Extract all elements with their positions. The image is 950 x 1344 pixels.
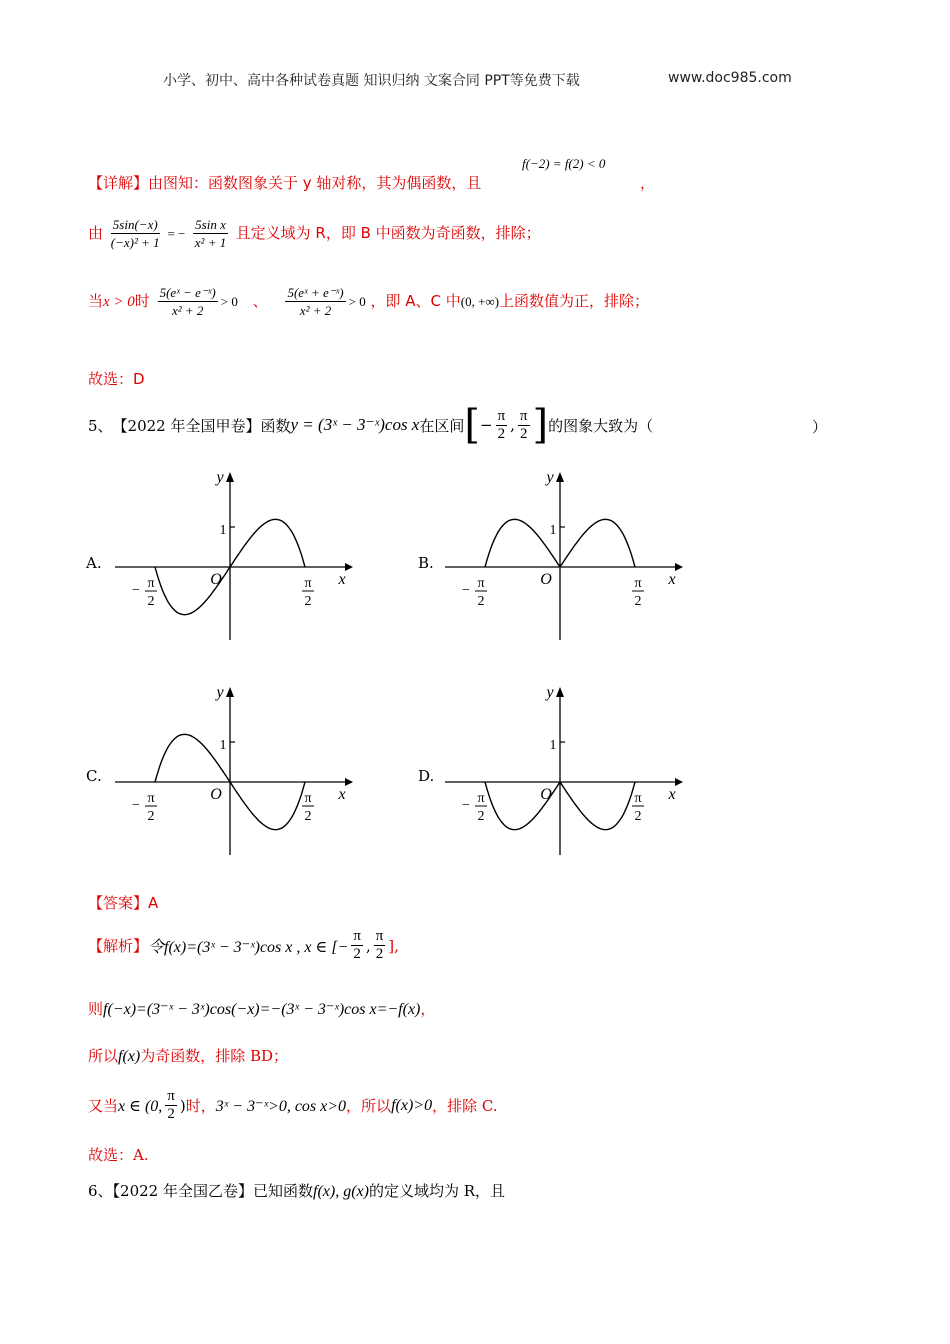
stem-post: 的定义域均为 R，且 xyxy=(368,1182,506,1200)
fraction-den: x² + 1 xyxy=(194,235,227,250)
option-b-graph[interactable] xyxy=(440,462,690,647)
question-number: 5、 xyxy=(88,416,113,435)
explain-line-2 xyxy=(88,216,541,251)
option-b-label[interactable]: B. xyxy=(418,554,434,572)
fraction-den: 2 xyxy=(519,425,528,442)
analysis-math-4b: 3ˣ − 3⁻ˣ>0, cos x>0 xyxy=(215,1097,347,1115)
equals-minus: = − xyxy=(167,226,186,241)
fraction-den: (−x)² + 1 xyxy=(110,235,160,250)
function-expression: f(x), g(x) xyxy=(313,1183,369,1200)
one-label: 1 xyxy=(549,523,557,538)
pi-label: π xyxy=(634,791,642,806)
y-axis-label: y xyxy=(546,469,554,486)
analysis-line-1 xyxy=(88,928,399,963)
explain-when: 时 xyxy=(134,292,150,310)
neg-sign: − xyxy=(132,583,140,598)
fraction-num: π xyxy=(375,928,384,944)
analysis-math-1: 令f(x)=(3ˣ − 3⁻ˣ)cos x , x ∈ [− xyxy=(148,939,349,956)
analysis-math-3: f(x) xyxy=(118,1048,141,1065)
neg-sign: − xyxy=(132,798,140,813)
answer-tag: 【答案】 xyxy=(88,894,149,912)
fraction-pi-2 xyxy=(165,1088,177,1123)
option-d-label[interactable]: D. xyxy=(418,767,435,785)
two-label: 2 xyxy=(304,594,312,609)
interval-pos: (0, +∞) xyxy=(460,294,500,309)
analysis-post-3: 为奇函数，排除 BD； xyxy=(140,1047,289,1065)
separator: 、 xyxy=(252,292,268,310)
explain-formula-1: f(−2) = f(2) < 0 xyxy=(522,156,606,171)
fraction-den: x² + 2 xyxy=(171,303,204,318)
pi-label: π xyxy=(477,791,485,806)
fraction-pi-2 xyxy=(374,928,386,963)
analysis-mid-4: ，所以 xyxy=(346,1097,392,1115)
question-6-stem xyxy=(88,1180,505,1201)
paren-close: ) xyxy=(179,1096,186,1115)
pi-label: π xyxy=(304,576,312,591)
origin-label: O xyxy=(540,786,552,803)
y-axis-label: y xyxy=(546,684,554,701)
two-label: 2 xyxy=(147,809,155,824)
page-header-left: 小学、初中、高中各种试卷真题 知识归纳 文案合同 PPT等免费下载 xyxy=(163,73,580,89)
x-axis-arrow xyxy=(675,563,683,571)
analysis-math-4c: f(x)>0 xyxy=(391,1096,433,1114)
y-axis-label: y xyxy=(216,684,224,701)
analysis-post-4: ，排除 C. xyxy=(432,1097,498,1115)
two-label: 2 xyxy=(634,809,642,824)
fraction-den: 2 xyxy=(497,425,506,442)
explain-choose: 故选：D xyxy=(88,370,145,388)
fraction-den: 2 xyxy=(353,946,361,962)
pi-label: π xyxy=(147,576,155,591)
function-expression: y = (3ˣ − 3⁻ˣ)cos x xyxy=(290,415,420,434)
explain-comma: ， xyxy=(640,174,656,192)
fraction-pi-2 xyxy=(496,408,508,443)
option-a-label[interactable]: A. xyxy=(86,554,102,572)
analysis-line-3 xyxy=(88,1045,288,1066)
pi-label: π xyxy=(147,791,155,806)
y-axis-label: y xyxy=(216,469,224,486)
x-axis-arrow xyxy=(345,778,353,786)
two-label: 2 xyxy=(304,809,312,824)
x-axis-label: x xyxy=(668,571,676,588)
question-source: 【2022 年全国乙卷】 xyxy=(112,1182,253,1200)
origin-label: O xyxy=(210,786,222,803)
fraction-den: 2 xyxy=(167,1106,175,1122)
analysis-math-2: f(−x)=(3⁻ˣ − 3ˣ)cos(−x)=−(3ˣ − 3⁻ˣ)cos x=−f(x) xyxy=(103,1001,421,1018)
x-axis-label: x xyxy=(668,786,676,803)
answer-value: A xyxy=(148,894,159,912)
analysis-line-4 xyxy=(88,1088,498,1123)
fraction-exp-minus xyxy=(158,284,218,319)
stem-pre: 函数 xyxy=(260,416,291,435)
neg-sign: − xyxy=(462,583,470,598)
analysis-pre-3: 所以 xyxy=(88,1047,119,1065)
x-axis-arrow xyxy=(345,563,353,571)
x-axis-label: x xyxy=(338,571,346,588)
fraction-num: π xyxy=(519,407,528,424)
analysis-pre-2: 则 xyxy=(88,1000,104,1018)
analysis-math-4: x ∈ (0, xyxy=(118,1097,163,1115)
y-axis-arrow xyxy=(556,687,564,697)
fraction-num: π xyxy=(167,1088,175,1104)
question-number: 6、 xyxy=(88,1182,113,1200)
x-axis-label: x xyxy=(338,786,346,803)
origin-label: O xyxy=(540,571,552,588)
stem-mid: 在区间 xyxy=(419,416,465,435)
fraction-num: 5(eˣ + e⁻ˣ) xyxy=(287,285,344,300)
stem-pre: 已知函数 xyxy=(253,1182,314,1200)
analysis-choose: 故选：A. xyxy=(88,1146,149,1164)
minus-sign: − xyxy=(479,416,493,434)
page-header-url[interactable]: www.doc985.com xyxy=(668,70,792,86)
bracket-close: ] xyxy=(532,402,549,448)
explain-line-1 xyxy=(88,172,481,193)
fraction-sin xyxy=(193,216,228,251)
fraction-num: π xyxy=(497,407,506,424)
gt-zero: > 0 xyxy=(348,294,366,309)
origin-label: O xyxy=(210,571,222,588)
y-axis-arrow xyxy=(226,472,234,482)
one-label: 1 xyxy=(549,738,557,753)
explain-lead-2: 由 xyxy=(88,224,104,242)
analysis-line-2 xyxy=(88,998,435,1019)
fraction-exp-plus xyxy=(285,284,345,319)
neg-sign: − xyxy=(462,798,470,813)
bracket-open: [ xyxy=(464,402,480,448)
stem-post: 的图象大致为（ xyxy=(548,416,654,435)
option-c-graph[interactable] xyxy=(110,677,360,862)
fraction-sin-neg xyxy=(111,216,160,251)
y-axis-arrow xyxy=(556,472,564,482)
analysis-when: 时， xyxy=(185,1097,216,1115)
explain-tail-3: 上函数值为正，排除； xyxy=(499,292,650,310)
question-5-stem: 5、 【2022 年全国甲卷】 函数 y = (3ˣ − 3⁻ˣ)cos x 在区间 [ − $\frac{\pi}{2}$ , $\frac{\pi}{2}$ ] 的图象大致为（ xyxy=(88,402,654,448)
bracket-end: ], xyxy=(388,936,399,955)
explain-text-2: 且定义域为 R，即 B 中函数为奇函数，排除； xyxy=(235,224,541,242)
option-a-graph[interactable] xyxy=(110,462,360,647)
fraction-den: x² + 2 xyxy=(299,303,332,318)
analysis-end-2: ， xyxy=(420,1000,436,1018)
fraction-den: 2 xyxy=(375,946,384,962)
fraction-num: 5sin x xyxy=(195,217,226,232)
fraction-num: 5(eˣ − e⁻ˣ) xyxy=(159,285,216,300)
explain-text-3: ，即 A、C 中 xyxy=(370,292,461,310)
fraction-num: 5sin(−x) xyxy=(112,217,158,232)
fraction-pi-2 xyxy=(518,408,530,443)
pi-label: π xyxy=(477,576,485,591)
option-c-label[interactable]: C. xyxy=(86,767,102,785)
x-axis-arrow xyxy=(675,778,683,786)
analysis-tag: 【解析】 xyxy=(88,937,149,955)
gt-zero: > 0 xyxy=(220,294,238,309)
two-label: 2 xyxy=(477,594,485,609)
option-d-graph[interactable] xyxy=(440,677,690,862)
comma: , xyxy=(365,936,371,955)
explain-text-1: 由图知：函数图象关于 y 轴对称，其为偶函数，且 xyxy=(148,174,482,192)
pi-label: π xyxy=(634,576,642,591)
y-axis-arrow xyxy=(226,687,234,697)
explain-tag: 【详解】 xyxy=(88,174,149,192)
explain-line-3 xyxy=(88,284,649,319)
two-label: 2 xyxy=(477,809,485,824)
fraction-pi-2 xyxy=(351,928,363,963)
explain-lead-3: 当 xyxy=(88,292,104,310)
one-label: 1 xyxy=(219,738,227,753)
pi-label: π xyxy=(304,791,312,806)
two-label: 2 xyxy=(634,594,642,609)
fraction-num: π xyxy=(353,928,361,944)
two-label: 2 xyxy=(147,594,155,609)
analysis-pre-4: 又当 xyxy=(88,1097,119,1115)
answer-line xyxy=(88,892,158,913)
condition-x-pos: x > 0 xyxy=(103,294,135,310)
one-label: 1 xyxy=(219,523,227,538)
paren-close: ） xyxy=(812,418,828,436)
question-source: 【2022 年全国甲卷】 xyxy=(112,416,261,435)
